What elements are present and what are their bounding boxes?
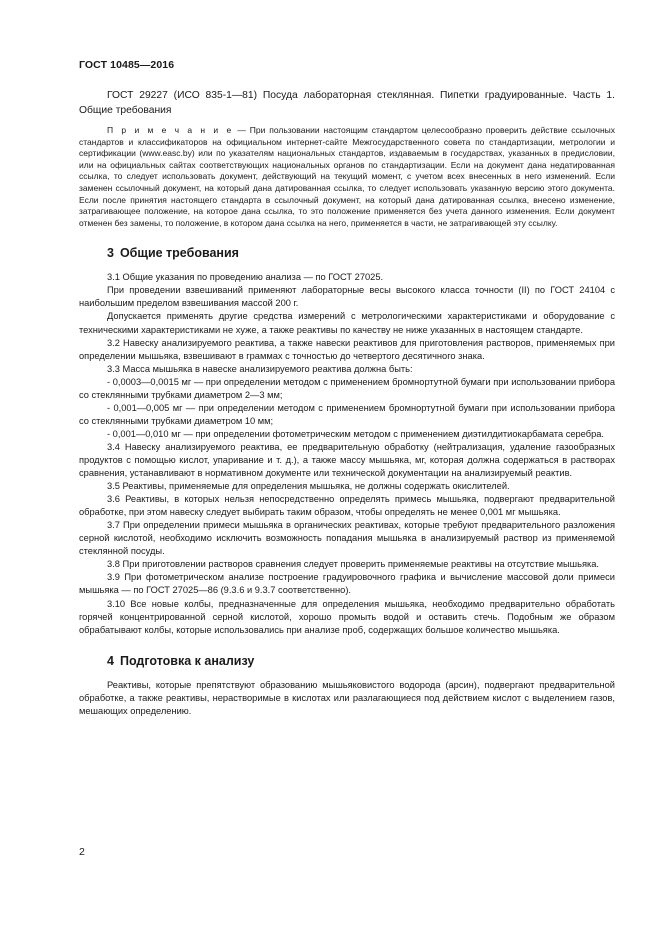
section-4-heading <box>107 654 615 668</box>
paragraph-3-4: 3.4 Навеску анализируемого реактива, ее предварительную обработку (нейтрализация, удаление газообразных продуктов с помощью кислот, упаривание и т. д.), а также массу мышьяка, мг, которая должна содержаться в растворах сравнения, устанавливают в нормативном документе или технической документации на анализируемый реактив. <box>79 441 615 479</box>
note-text: — При пользовании настоящим стандартом целесообразно проверить действие ссылочных стандартов и классификаторов на официальном интернет-сайте Межгосударственного совета по стандартизации, метрологии и сертификации (www.easc.by) или по указателям национальных стандартов, издаваемым в государствах, указанных в предисловии, или на официальных сайтах соответствующих национальных органов по стандартизации. Если на документ дана недатированная ссылка, то следует использовать документ, действующий на текущий момент, с учетом всех внесенных в него изменений. Если заменен ссылочный документ, на который дана датированная ссылка, то следует использовать указанную версию этого документа. Если после принятия настоящего стандарта в ссылочный документ, на который дана датированная ссылка, внесено изменение, затрагивающее положение, на которое дана ссылка, то это положение применяется без учета данного изменения. Если документ отменен без замены, то положение, в котором дана ссылка на него, применяется в части, не затрагивающей эту ссылку. <box>79 125 615 228</box>
paragraph-3-9: 3.9 При фотометрическом анализе построение градуировочного графика и вычисление массовой доли примеси мышьяка — по ГОСТ 27025—86 (9.3.6 и 9.3.7 соответственно). <box>79 572 615 596</box>
note-label: П р и м е ч а н и е <box>107 125 234 135</box>
section-title: Подготовка к анализу <box>119 653 255 668</box>
paragraph-3-2: 3.2 Навеску анализируемого реактива, а также навески реактивов для приготовления растворов, применяемых при определении мышьяка, взвешивают в граммах с точностью до четвертого десятичного знака. <box>79 337 615 361</box>
section-number: 4 <box>107 653 114 668</box>
page-content <box>79 89 615 718</box>
list-item-3-3-b: - 0,001—0,005 мг — при определении методом с применением бромнортутной бумаги при использовании прибора со стеклянными трубками диаметром 10 мм; <box>79 402 615 426</box>
paragraph-3-5: 3.5 Реактивы, применяемые для определения мышьяка, не должны содержать окислителей. <box>107 481 510 492</box>
paragraph-4-intro: Реактивы, которые препятствуют образованию мышьяковистого водорода (арсин), подвергают предварительной обработке, а также реактивы, нерастворимые в кислотах или разлагающиеся под действием кислот с выделением газов, мешающих определению. <box>79 679 615 716</box>
paragraph-3-3: 3.3 Масса мышьяка в навеске анализируемого реактива должна быть: <box>107 363 413 374</box>
section-number: 3 <box>107 246 114 261</box>
document-header: ГОСТ 10485—2016 <box>79 59 175 71</box>
paragraph-3-1: 3.1 Общие указания по проведению анализа — по ГОСТ 27025. <box>107 272 384 283</box>
note-paragraph <box>79 125 615 229</box>
page-number: 2 <box>79 846 85 858</box>
paragraph-3-1-equivalents: Допускается применять другие средства измерений с метрологическими характеристиками и оборудование с техническими характеристиками не хуже, а также реактивы по качеству не ниже указанных в настоящем стандарте. <box>79 311 615 335</box>
list-item-3-3-c: - 0,001—0,010 мг — при определении фотометрическим методом с применением диэтилдитиокарбамата серебра. <box>107 428 605 439</box>
paragraph-3-10: 3.10 Все новые колбы, предназначенные для определения мышьяка, необходимо предварительно обработать горячей концентрированной серной кислотой, хорошо промыть водой и оставить стечь. Подобным же образом обрабатывают колбы, которые использовались при анализе проб, содержащих большое количество мышьяка. <box>79 598 615 635</box>
paragraph-3-8: 3.8 При приготовлении растворов сравнения следует проверить применяемые реактивы на отсутствие мышьяка. <box>107 559 600 570</box>
paragraph-3-6: 3.6 Реактивы, в которых нельзя непосредственно определять примесь мышьяка, подвергают предварительной обработке, при этом навеску следует выбирать таким образом, чтобы определять не менее 0,001 мг мышьяка. <box>79 494 615 518</box>
section-title: Общие требования <box>119 246 239 261</box>
paragraph-3-1-weighing: При проведении взвешиваний применяют лабораторные весы высокого класса точности (II) по ГОСТ 24104 с наибольшим пределом взвешивания массой 200 г. <box>79 285 615 309</box>
section-3-heading <box>107 246 615 260</box>
normative-reference: ГОСТ 29227 (ИСО 835-1—81) Посуда лабораторная стеклянная. Пипетки градуированные. Часть 1. Общие требования <box>79 90 615 116</box>
paragraph-3-7: 3.7 При определении примеси мышьяка в органических реактивах, которые требуют предварительного разложения серной кислотой, необходимо исключить возможность попадания мышьяка в анализируемый раствор из применяемой стеклянной посуды. <box>79 520 615 557</box>
list-item-3-3-a: - 0,0003—0,0015 мг — при определении методом с применением бромнортутной бумаги при использовании прибора со стеклянными трубками диаметром 2—3 мм; <box>79 376 615 400</box>
